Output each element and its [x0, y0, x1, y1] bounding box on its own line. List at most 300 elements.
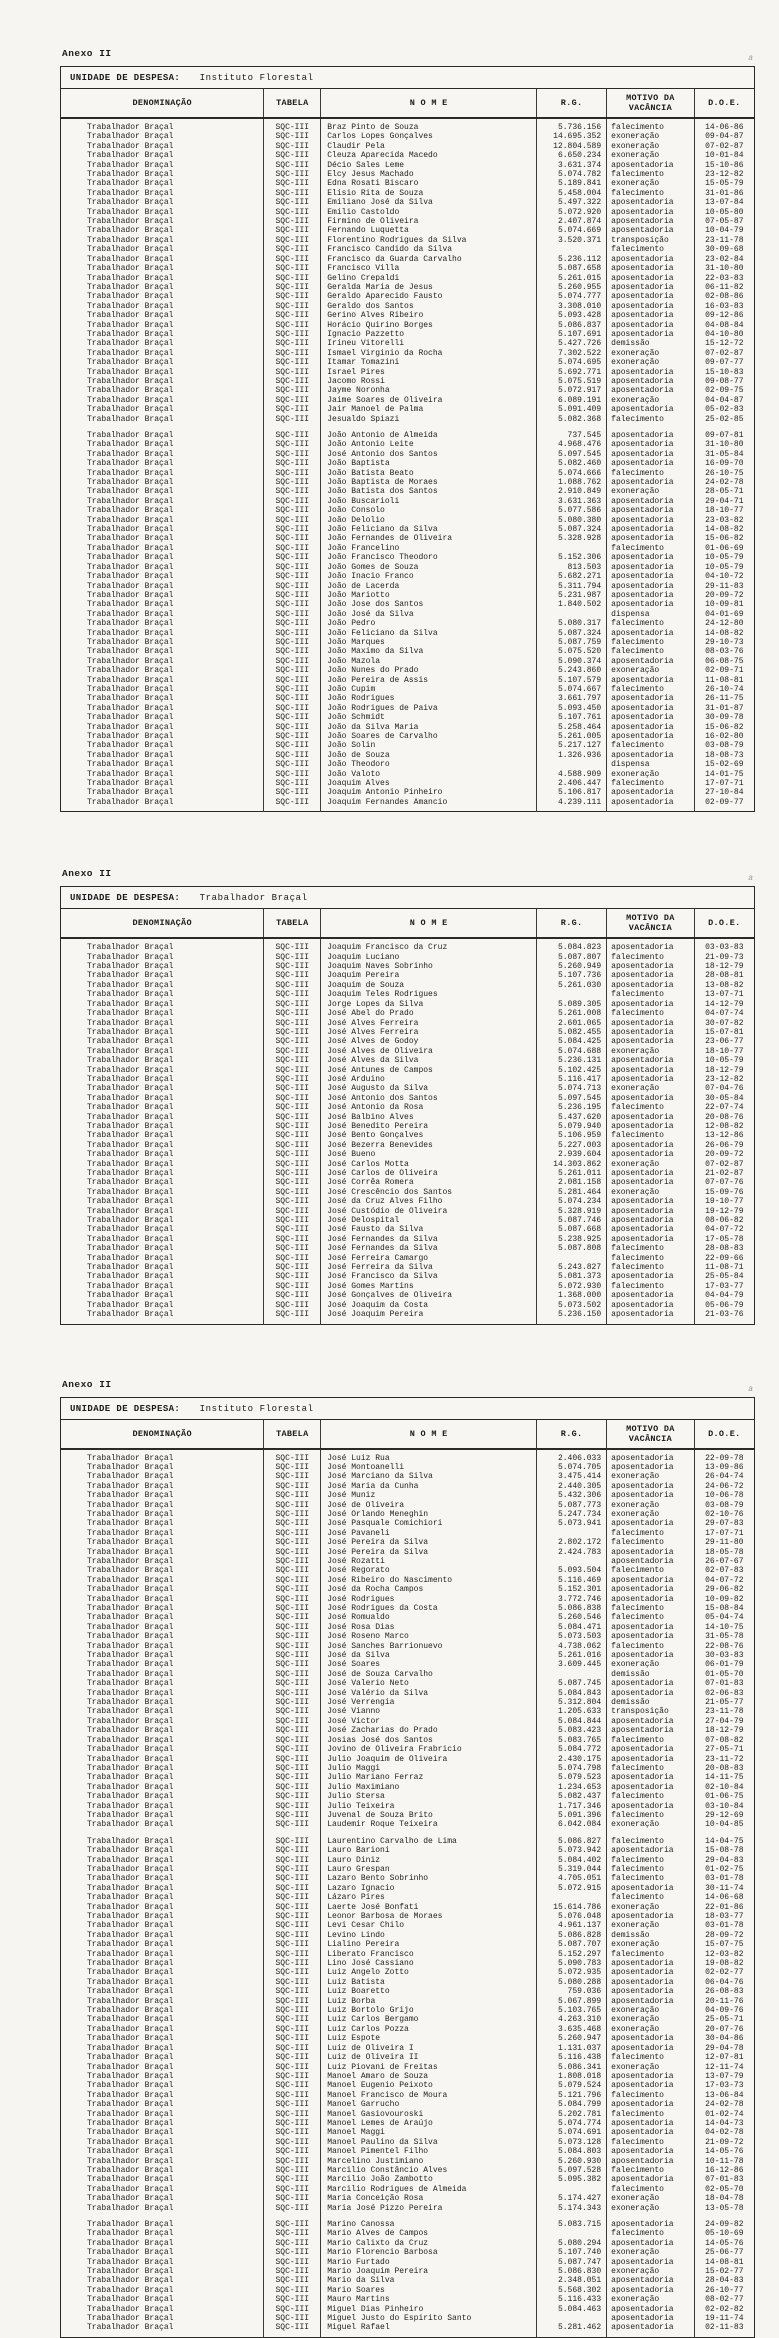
rg-cell: 5.074.713 [537, 1084, 607, 1093]
motivo-cell: falecimento [607, 1764, 694, 1773]
doe-cell: 13-08-82 [705, 980, 744, 990]
rg-cell: 5.073.502 [537, 1301, 607, 1310]
tabela-cell: SQC-III [264, 610, 321, 619]
rg-cell: 5.121.796 [537, 2091, 607, 2100]
denominacao-cell: Trabalhador Braçal [61, 953, 264, 962]
denominacao-cell: Trabalhador Braçal [61, 2081, 264, 2090]
rg-cell: 5.087.773 [537, 1501, 607, 1510]
tabela-cell: SQC-III [264, 629, 321, 638]
table-row [61, 1745, 755, 1754]
tabela-cell: SQC-III [264, 990, 321, 999]
table-row [61, 2323, 755, 2337]
rg-cell: 5.231.987 [537, 591, 607, 600]
tabela-cell: SQC-III [264, 1169, 321, 1178]
doe-cell: 01-02-75 [705, 1864, 744, 1874]
table-row [61, 1056, 755, 1065]
tabela-cell: SQC-III [264, 2175, 321, 2184]
table-row [61, 2147, 755, 2156]
table-row [61, 563, 755, 572]
denominacao-cell: Trabalhador Braçal [61, 1291, 264, 1300]
table-row [61, 1207, 755, 1216]
doe-cell: 26-08-83 [705, 1987, 744, 1997]
table-row [61, 142, 755, 151]
nome-cell: Décio Sales Leme [321, 161, 537, 170]
rg-cell: 5.093.450 [537, 704, 607, 713]
denominacao-cell: Trabalhador Braçal [61, 1066, 264, 1075]
table-row [61, 685, 755, 694]
doe-cell: 18-08-73 [705, 750, 744, 760]
nome-cell: José de Oliveira [321, 1501, 537, 1510]
denominacao-cell: Trabalhador Braçal [61, 563, 264, 572]
nome-cell: José Ferreira da Silva [321, 1263, 537, 1272]
table-row [61, 638, 755, 647]
denominacao-cell: Trabalhador Braçal [61, 1820, 264, 1829]
rg-cell: 5.074.667 [537, 685, 607, 694]
tabela-cell: SQC-III [264, 2258, 321, 2267]
table-row [61, 1670, 755, 1679]
doe-cell: 30-07-82 [705, 1018, 744, 1028]
rg-cell: 5.072.917 [537, 386, 607, 395]
tabela-cell: SQC-III [264, 1084, 321, 1093]
doe-cell: 09-04-87 [705, 132, 744, 142]
denominacao-cell: Trabalhador Braçal [61, 161, 264, 170]
nome-cell: Cleuza Aparecida Macedo [321, 151, 537, 160]
table-row [61, 962, 755, 971]
tabela-cell: SQC-III [264, 1272, 321, 1281]
motivo-cell: falecimento [607, 1254, 694, 1263]
tabela-cell: SQC-III [264, 1225, 321, 1234]
doe-cell: 07-01-83 [705, 2175, 744, 2185]
table-row [61, 647, 755, 656]
table-row [61, 1510, 755, 1519]
rg-cell [537, 1254, 607, 1263]
rg-cell: 5.079.940 [537, 1122, 607, 1131]
motivo-cell: falecimento [607, 1613, 694, 1622]
motivo-cell: falecimento [607, 647, 694, 656]
motivo-cell: aposentadoria [607, 1066, 694, 1075]
doe-cell: 16-02-80 [705, 732, 744, 741]
spacer-cell [607, 424, 694, 431]
nome-cell: Mario Calixto da Cruz [321, 2239, 537, 2248]
doe-cell: 02-09-77 [705, 797, 744, 807]
nome-cell: Luiz Boaretto [321, 1987, 537, 1996]
doe-cell: 26-07-67 [705, 1556, 744, 1566]
denominacao-cell: Trabalhador Braçal [61, 506, 264, 515]
motivo-cell: falecimento [607, 619, 694, 628]
nome-cell: José Bento Gonçalves [321, 1131, 537, 1140]
rg-cell: 5.236.150 [537, 1310, 607, 1324]
motivo-cell: aposentadoria [607, 788, 694, 797]
motivo-cell: falecimento [607, 1811, 694, 1820]
rg-cell: 6.089.191 [537, 396, 607, 405]
col-motivo [607, 1419, 694, 1449]
tabela-cell: SQC-III [264, 368, 321, 377]
table-row [61, 2006, 755, 2015]
nome-cell: Luiz Piovani de Freitas [321, 2063, 537, 2072]
unit-row [61, 1397, 755, 1419]
rg-cell: 5.107.691 [537, 330, 607, 339]
tabela-cell: SQC-III [264, 1931, 321, 1940]
rg-cell: 5.497.322 [537, 198, 607, 207]
doe-cell: 23-06-77 [705, 1037, 744, 1047]
table-row [61, 349, 755, 358]
nome-cell: Luiz Angelo Zotto [321, 1968, 537, 1977]
nome-cell: Luiz Carlos Bergamo [321, 2015, 537, 2024]
nome-cell: João Rodrigues [321, 694, 537, 703]
motivo-cell: aposentadoria [607, 1291, 694, 1300]
table-row [61, 245, 755, 254]
nome-cell: José Verrengia [321, 1698, 537, 1707]
tabela-cell: SQC-III [264, 1501, 321, 1510]
rg-cell: 2.802.172 [537, 1538, 607, 1547]
tabela-cell: SQC-III [264, 1987, 321, 1996]
nome-cell: Horácio Quirino Borges [321, 321, 537, 330]
denominacao-cell: Trabalhador Braçal [61, 1978, 264, 1987]
doe-cell: 21-09-72 [705, 2137, 744, 2147]
tabela-cell: SQC-III [264, 2166, 321, 2175]
table-row [61, 2267, 755, 2276]
doe-cell: 17-05-78 [705, 1234, 744, 1244]
nome-cell: Mauro Martins [321, 2295, 537, 2304]
tabela-cell: SQC-III [264, 1632, 321, 1641]
table-row [61, 2175, 755, 2184]
tabela-cell: SQC-III [264, 619, 321, 628]
nome-cell: Miguel Dias Pinheiro [321, 2305, 537, 2314]
table-row [61, 1244, 755, 1253]
nome-cell: Marcilio Rodrigues de Almeida [321, 2185, 537, 2194]
motivo-cell: falecimento [607, 685, 694, 694]
denominacao-cell: Trabalhador Braçal [61, 1000, 264, 1009]
rg-cell: 5.089.305 [537, 1000, 607, 1009]
doe-cell: 02-09-71 [705, 666, 744, 676]
rg-cell: 5.458.004 [537, 189, 607, 198]
table-row [61, 1689, 755, 1698]
table-row [61, 377, 755, 386]
motivo-cell: aposentadoria [607, 368, 694, 377]
denominacao-cell: Trabalhador Braçal [61, 1874, 264, 1883]
rg-cell: 2.424.783 [537, 1548, 607, 1557]
motivo-cell: exoneração [607, 666, 694, 675]
rg-cell: 5.107.740 [537, 2248, 607, 2257]
group-spacer [61, 424, 755, 431]
rg-cell: 5.682.271 [537, 572, 607, 581]
table-row [61, 788, 755, 797]
tabela-cell: SQC-III [264, 2025, 321, 2034]
spacer-cell [321, 1830, 537, 1837]
doe-cell: 15-07-81 [705, 1027, 744, 1037]
doe-cell: 31-10-80 [705, 440, 744, 450]
tabela-cell: SQC-III [264, 330, 321, 339]
nome-cell: José da Silva [321, 1651, 537, 1660]
doe-cell: 07-05-87 [705, 217, 744, 227]
rg-cell: 5.328.928 [537, 534, 607, 543]
doe-cell: 04-10-72 [705, 572, 744, 582]
table-row [61, 478, 755, 487]
rg-cell: 5.074.691 [537, 2128, 607, 2137]
table-row [61, 1987, 755, 1996]
doe-cell: 27-05-71 [705, 1745, 744, 1755]
annex-label: Anexo II [62, 1378, 112, 1390]
denominacao-cell: Trabalhador Braçal [61, 1884, 264, 1893]
motivo-cell: aposentadoria [607, 1632, 694, 1641]
motivo-cell: aposentadoria [607, 1717, 694, 1726]
tabela-cell: SQC-III [264, 685, 321, 694]
table-row [61, 2305, 755, 2314]
tabela-cell: SQC-III [264, 1604, 321, 1613]
table-row [61, 2194, 755, 2203]
doe-cell: 29-11-80 [705, 1538, 744, 1548]
motivo-cell: falecimento [607, 741, 694, 750]
doe-cell: 10-05-79 [705, 562, 744, 572]
denominacao-cell: Trabalhador Braçal [61, 1931, 264, 1940]
tabela-cell: SQC-III [264, 1529, 321, 1538]
denominacao-cell: Trabalhador Braçal [61, 1557, 264, 1566]
motivo-cell: aposentadoria [607, 962, 694, 971]
denominacao-cell: Trabalhador Braçal [61, 349, 264, 358]
denominacao-cell: Trabalhador Braçal [61, 2006, 264, 2015]
nome-cell: Firmino de Oliveira [321, 217, 537, 226]
table-row [61, 760, 755, 769]
rg-cell: 759.036 [537, 1987, 607, 1996]
table-row [61, 1736, 755, 1745]
denominacao-cell: Trabalhador Braçal [61, 610, 264, 619]
nome-cell: Lialino Pereira [321, 1940, 537, 1949]
table-row [61, 283, 755, 292]
tabela-cell: SQC-III [264, 962, 321, 971]
doe-cell: 29-04-83 [705, 1855, 744, 1865]
nome-cell: José Romualdo [321, 1613, 537, 1622]
denominacao-cell: Trabalhador Braçal [61, 1169, 264, 1178]
motivo-cell: demissão [607, 1698, 694, 1707]
denominacao-cell: Trabalhador Braçal [61, 1482, 264, 1491]
doe-cell: 18-12-79 [705, 1726, 744, 1736]
col-rg: R.G. [537, 909, 607, 939]
denominacao-cell: Trabalhador Braçal [61, 1865, 264, 1874]
table-row [61, 1604, 755, 1613]
nome-cell: José Rosa Dias [321, 1623, 537, 1632]
nome-cell: João da Silva Maria [321, 723, 537, 732]
col-doe: D.O.E. [694, 1419, 754, 1449]
tabela-cell: SQC-III [264, 516, 321, 525]
table-row [61, 534, 755, 543]
nome-cell: Marcilio Constâncio Alves [321, 2166, 537, 2175]
denominacao-cell: Trabalhador Braçal [61, 2248, 264, 2257]
nome-cell: Manoel Lemes de Araújo [321, 2119, 537, 2128]
nome-cell: José Alves de Godoy [321, 1037, 537, 1046]
table-row [61, 2110, 755, 2119]
doe-cell: 23-11-78 [705, 1707, 744, 1717]
denominacao-cell: Trabalhador Braçal [61, 1670, 264, 1679]
rg-cell: 14.303.862 [537, 1160, 607, 1169]
rg-cell: 2.407.874 [537, 217, 607, 226]
nome-cell: Lauro Grespan [321, 1865, 537, 1874]
motivo-cell: falecimento [607, 118, 694, 132]
denominacao-cell: Trabalhador Braçal [61, 1604, 264, 1613]
tabela-cell: SQC-III [264, 2305, 321, 2314]
doe-cell: 01-05-70 [705, 1669, 744, 1679]
tabela-cell: SQC-III [264, 2147, 321, 2156]
doe-cell: 04-08-84 [705, 320, 744, 330]
denominacao-cell: Trabalhador Braçal [61, 198, 264, 207]
doe-cell: 25-05-84 [705, 1272, 744, 1282]
motivo-cell: falecimento [607, 189, 694, 198]
doe-cell: 07-07-76 [705, 1178, 744, 1188]
table-row [61, 1103, 755, 1112]
table-row [61, 779, 755, 788]
rg-cell: 5.079.524 [537, 2081, 607, 2090]
motivo-cell: aposentadoria [607, 1122, 694, 1131]
table-row [61, 741, 755, 750]
tabela-cell: SQC-III [264, 217, 321, 226]
tabela-cell: SQC-III [264, 415, 321, 424]
doe-cell: 15-02-77 [705, 2267, 744, 2277]
doe-cell: 19-11-74 [705, 2314, 744, 2324]
rg-cell: 5.073.128 [537, 2138, 607, 2147]
doe-cell: 31-05-78 [705, 1632, 744, 1642]
tabela-cell: SQC-III [264, 1301, 321, 1310]
doe-cell: 20-09-72 [705, 1150, 744, 1160]
rg-cell: 3.609.445 [537, 1660, 607, 1669]
table-row [61, 1066, 755, 1075]
motivo-cell: aposentadoria [607, 2128, 694, 2137]
unit-name: Instituto Florestal [199, 73, 314, 83]
rg-cell: 2.081.158 [537, 1178, 607, 1187]
denominacao-cell: Trabalhador Braçal [61, 1178, 264, 1187]
tabela-cell: SQC-III [264, 600, 321, 609]
rg-cell: 5.281.462 [537, 2323, 607, 2337]
motivo-cell: falecimento [607, 415, 694, 424]
table-row [61, 2053, 755, 2062]
annex-label: Anexo II [62, 868, 112, 880]
motivo-cell: aposentadoria [607, 1301, 694, 1310]
nome-cell: José Pasquale Comichiori [321, 1519, 537, 1528]
tabela-cell: SQC-III [264, 2091, 321, 2100]
tabela-cell: SQC-III [264, 713, 321, 722]
table-row [61, 179, 755, 188]
rg-cell: 5.074.705 [537, 1463, 607, 1472]
denominacao-cell: Trabalhador Braçal [61, 657, 264, 666]
rg-cell: 5.084.425 [537, 1037, 607, 1046]
nome-cell: João Soares de Carvalho [321, 732, 537, 741]
doe-cell: 15-10-86 [705, 160, 744, 170]
tabela-cell: SQC-III [264, 1557, 321, 1566]
nome-cell: Itamar Tomazini [321, 358, 537, 367]
tabela-cell: SQC-III [264, 1197, 321, 1206]
rg-cell: 5.076.048 [537, 1912, 607, 1921]
motivo-cell: aposentadoria [607, 386, 694, 395]
denominacao-cell: Trabalhador Braçal [61, 2286, 264, 2295]
rg-cell: 5.084.844 [537, 1717, 607, 1726]
tabela-cell: SQC-III [264, 2128, 321, 2137]
rg-cell: 5.074.695 [537, 358, 607, 367]
rg-cell: 5.427.726 [537, 339, 607, 348]
nome-cell: José de Souza Carvalho [321, 1670, 537, 1679]
nome-cell: João Mazola [321, 657, 537, 666]
table-row [61, 274, 755, 283]
rg-cell: 2.601.065 [537, 1019, 607, 1028]
table-row [61, 1893, 755, 1902]
motivo-cell: aposentadoria [607, 1997, 694, 2006]
table-row [61, 1548, 755, 1557]
motivo-cell: aposentadoria [607, 198, 694, 207]
denominacao-cell: Trabalhador Braçal [61, 132, 264, 141]
denominacao-cell: Trabalhador Braçal [61, 170, 264, 179]
rg-cell: 2.440.305 [537, 1482, 607, 1491]
doe-cell: 10-06-78 [705, 1491, 744, 1501]
nome-cell: José Fernandes da Silva [321, 1244, 537, 1253]
denominacao-cell: Trabalhador Braçal [61, 1019, 264, 1028]
tabela-cell: SQC-III [264, 760, 321, 769]
denominacao-cell: Trabalhador Braçal [61, 330, 264, 339]
rg-cell [537, 1893, 607, 1902]
table-row [61, 694, 755, 703]
nome-cell: Maria José Pizzo Pereira [321, 2204, 537, 2213]
rg-cell: 3.631.374 [537, 161, 607, 170]
doe-cell: 02-02-77 [705, 1968, 744, 1978]
doe-cell: 06-04-76 [705, 1977, 744, 1987]
nome-cell: Emiliano José da Silva [321, 198, 537, 207]
nome-cell: Mario Furtado [321, 2258, 537, 2267]
denominacao-cell: Trabalhador Braçal [61, 619, 264, 628]
denominacao-cell: Trabalhador Braçal [61, 1987, 264, 1996]
motivo-cell: transposição [607, 236, 694, 245]
tabela-cell: SQC-III [264, 1028, 321, 1037]
doe-cell: 18-04-78 [705, 2194, 744, 2204]
rg-cell: 5.319.044 [537, 1865, 607, 1874]
nome-cell: João Valoto [321, 770, 537, 779]
denominacao-cell: Trabalhador Braçal [61, 1235, 264, 1244]
motivo-cell: falecimento [607, 779, 694, 788]
doe-cell: 10-05-79 [705, 553, 744, 563]
denominacao-cell: Trabalhador Braçal [61, 1632, 264, 1641]
rg-cell: 5.093.504 [537, 1566, 607, 1575]
nome-cell: João Rodrigues de Paiva [321, 704, 537, 713]
denominacao-cell: Trabalhador Braçal [61, 544, 264, 553]
tabela-cell: SQC-III [264, 723, 321, 732]
denominacao-cell: Trabalhador Braçal [61, 516, 264, 525]
denominacao-cell: Trabalhador Braçal [61, 685, 264, 694]
doe-cell: 18-03-77 [705, 1912, 744, 1921]
rg-cell [537, 1670, 607, 1679]
table-row [61, 2258, 755, 2267]
table-row [61, 1225, 755, 1234]
motivo-cell: aposentadoria [607, 553, 694, 562]
rg-cell: 5.082.455 [537, 1028, 607, 1037]
tabela-cell: SQC-III [264, 1141, 321, 1150]
doe-cell: 27-04-79 [705, 1716, 744, 1726]
rg-cell: 5.116.433 [537, 2295, 607, 2304]
nome-cell: José Alves Ferreira [321, 1019, 537, 1028]
rg-cell: 5.217.127 [537, 741, 607, 750]
col-tabela: TABELA [264, 1419, 321, 1449]
motivo-cell: aposentadoria [607, 938, 694, 952]
motivo-cell: falecimento [607, 1893, 694, 1902]
denominacao-cell: Trabalhador Braçal [61, 1764, 264, 1773]
doe-cell: 31-01-86 [705, 188, 744, 198]
doe-cell: 03-08-79 [705, 741, 744, 751]
motivo-cell: aposentadoria [607, 704, 694, 713]
doe-cell: 08-03-76 [705, 647, 744, 657]
denominacao-cell: Trabalhador Braçal [61, 1811, 264, 1820]
nome-cell: Gerino Alves Ribeiro [321, 311, 537, 320]
table-row [61, 1310, 755, 1324]
rg-cell: 5.090.783 [537, 1959, 607, 1968]
doe-cell: 28-05-71 [705, 487, 744, 497]
tabela-cell: SQC-III [264, 2072, 321, 2081]
doe-cell: 29-07-83 [705, 1519, 744, 1529]
unit-prefix-label: UNIDADE DE DESPESA: [70, 1403, 181, 1414]
doe-cell: 25-02-85 [705, 414, 744, 424]
